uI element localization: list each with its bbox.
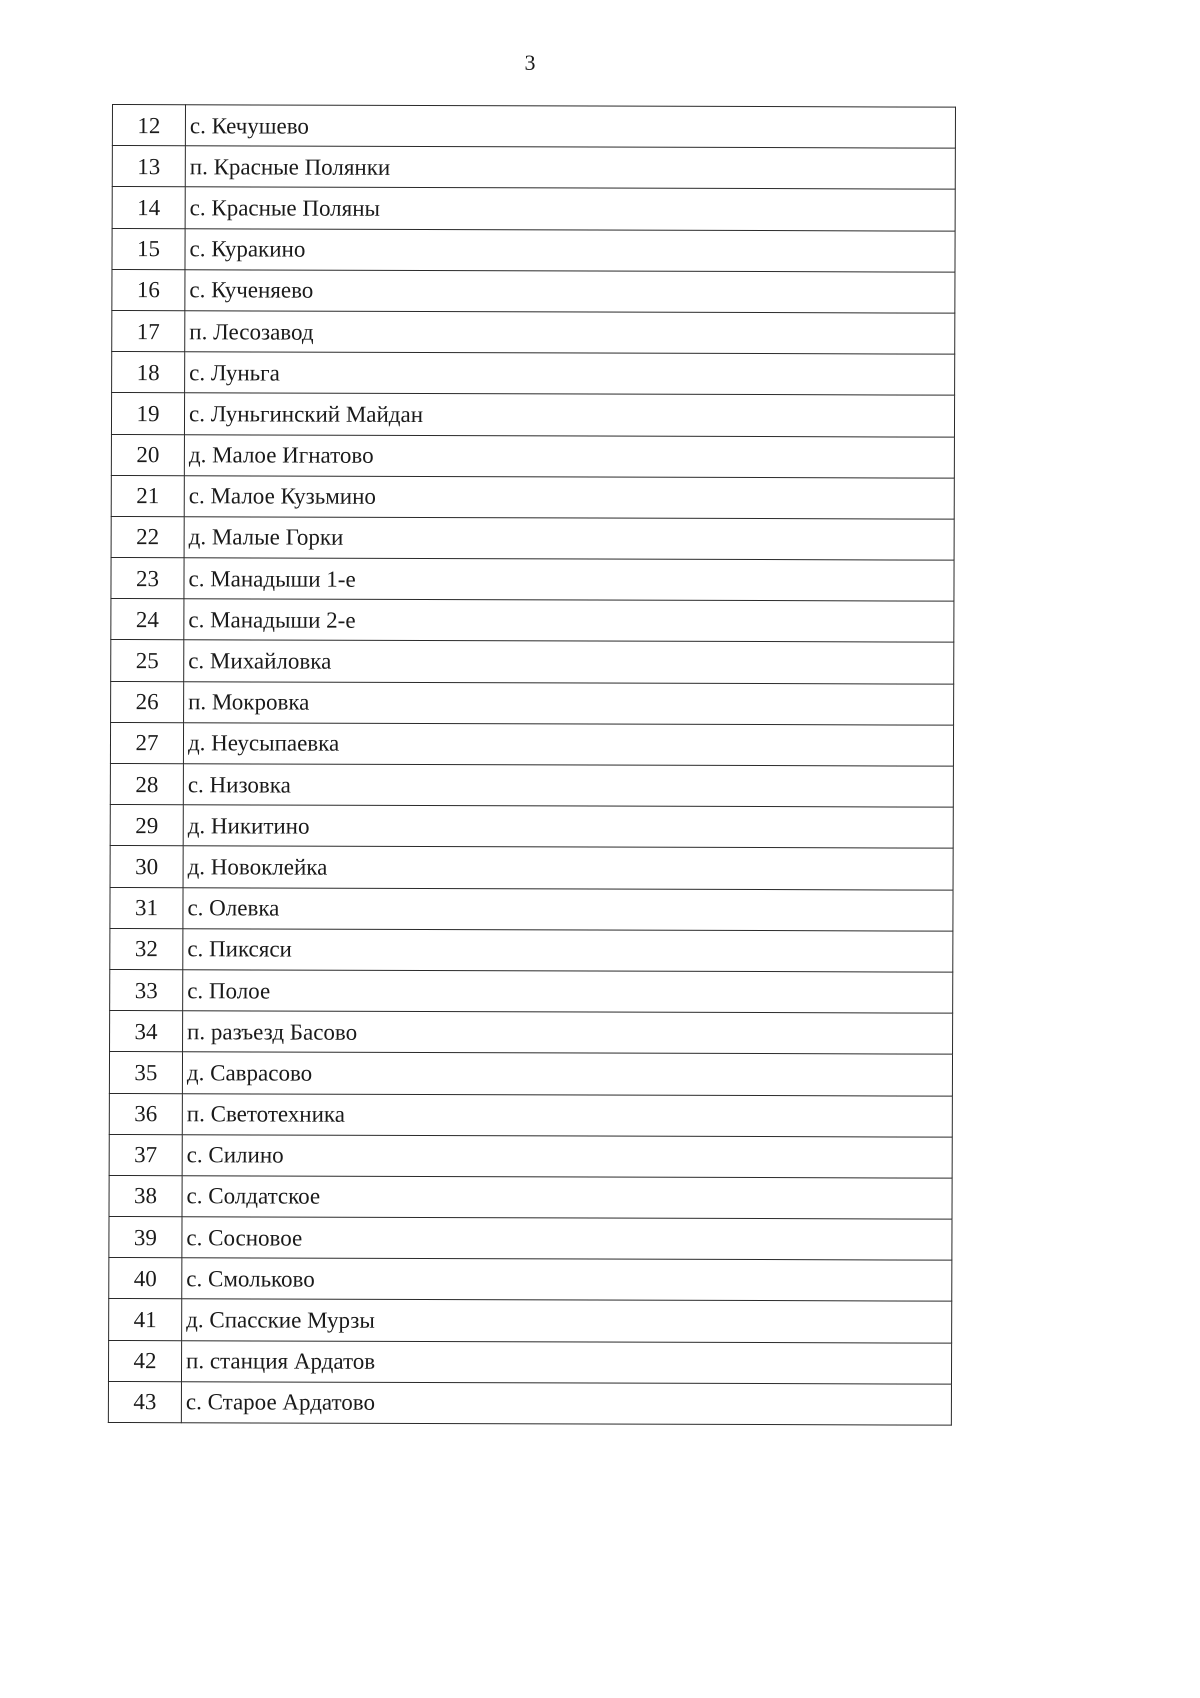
table-row [109,1299,952,1343]
table-row [111,393,954,437]
table-row [111,558,954,602]
settlement-name: д. Никитино [183,805,953,849]
row-number: 42 [108,1340,181,1381]
table-row [112,187,955,231]
table-row [111,599,954,643]
table-row [112,310,955,354]
row-number: 41 [109,1299,182,1340]
settlement-name: д. Новоклейка [183,846,953,890]
settlement-name: с. Смольково [182,1258,952,1302]
table-row [110,763,953,807]
table-row [111,434,954,478]
table-row [110,805,953,849]
settlement-name: с. Полое [183,970,953,1014]
table-row [112,269,955,313]
settlement-name: д. Саврасово [182,1052,952,1096]
settlement-name: с. Сосновое [182,1217,952,1261]
table-row [109,1217,952,1261]
row-number: 43 [108,1381,181,1422]
settlement-name: с. Низовка [183,764,953,808]
settlement-name: д. Малые Горки [184,517,954,561]
settlement-name: п. разъезд Басово [183,1011,953,1055]
settlement-name: п. Светотехника [182,1093,952,1137]
settlement-name: с. Пиксяси [183,928,953,972]
settlement-name: д. Неусыпаевка [183,723,953,767]
table-row [110,969,953,1013]
row-number: 36 [109,1093,182,1134]
settlement-name: п. Красные Полянки [185,146,955,190]
settlement-name: с. Манадыши 2-е [184,599,954,643]
row-number: 27 [110,722,183,763]
row-number: 21 [111,475,184,516]
table-row [111,640,954,684]
table-row [112,105,955,149]
row-number: 29 [110,805,183,846]
table-row [109,1052,952,1096]
row-number: 25 [111,640,184,681]
table-row [110,722,953,766]
row-number: 26 [111,681,184,722]
row-number: 15 [112,228,185,269]
table-row [108,1340,951,1384]
row-number: 17 [112,310,185,351]
settlement-name: д. Спасские Мурзы [182,1299,952,1343]
settlement-name: с. Силино [182,1134,952,1178]
table-row [109,1175,952,1219]
settlement-name: с. Манадыши 1-е [184,558,954,602]
settlement-name: с. Олевка [183,887,953,931]
settlement-name: с. Старое Ардатово [181,1382,951,1426]
row-number: 38 [109,1175,182,1216]
settlement-name: с. Кученяево [185,269,955,313]
settlement-name: с. Красные Поляны [185,187,955,231]
page-number: 3 [524,50,536,75]
table-row [112,352,955,396]
row-number: 30 [110,846,183,887]
settlement-name: п. Лесозавод [185,311,955,355]
row-number: 23 [111,558,184,599]
row-number: 16 [112,269,185,310]
table-row [111,516,954,560]
row-number: 12 [112,105,185,146]
row-number: 28 [110,763,183,804]
settlement-name: с. Михайловка [184,640,954,684]
table-row [111,681,954,725]
settlements-table [108,104,956,1426]
table-row [109,1093,952,1137]
settlement-name: с. Луньгинский Майдан [184,393,954,437]
settlement-name: с. Куракино [185,228,955,272]
row-number: 24 [111,599,184,640]
table-row [110,1011,953,1055]
row-number: 22 [111,516,184,557]
settlement-name: с. Малое Кузьмино [184,475,954,519]
settlement-name: с. Кечушево [185,105,955,149]
row-number: 40 [109,1258,182,1299]
settlement-name: п. Мокровка [184,681,954,725]
row-number: 13 [112,146,185,187]
table-row [111,475,954,519]
row-number: 20 [111,434,184,475]
row-number: 14 [112,187,185,228]
table-row [109,1258,952,1302]
row-number: 39 [109,1217,182,1258]
row-number: 18 [112,352,185,393]
row-number: 33 [110,969,183,1010]
table-row [110,928,953,972]
row-number: 19 [111,393,184,434]
row-number: 34 [110,1011,183,1052]
settlement-name: д. Малое Игнатово [184,434,954,478]
table-row [110,887,953,931]
row-number: 35 [109,1052,182,1093]
table-row [109,1134,952,1178]
settlement-name: с. Луньга [185,352,955,396]
row-number: 37 [109,1134,182,1175]
table-row [112,146,955,190]
table-row [112,228,955,272]
row-number: 32 [110,928,183,969]
settlement-name: п. станция Ардатов [181,1340,951,1384]
settlement-name: с. Солдатское [182,1176,952,1220]
table-row [110,846,953,890]
row-number: 31 [110,887,183,928]
table-row [108,1381,951,1425]
